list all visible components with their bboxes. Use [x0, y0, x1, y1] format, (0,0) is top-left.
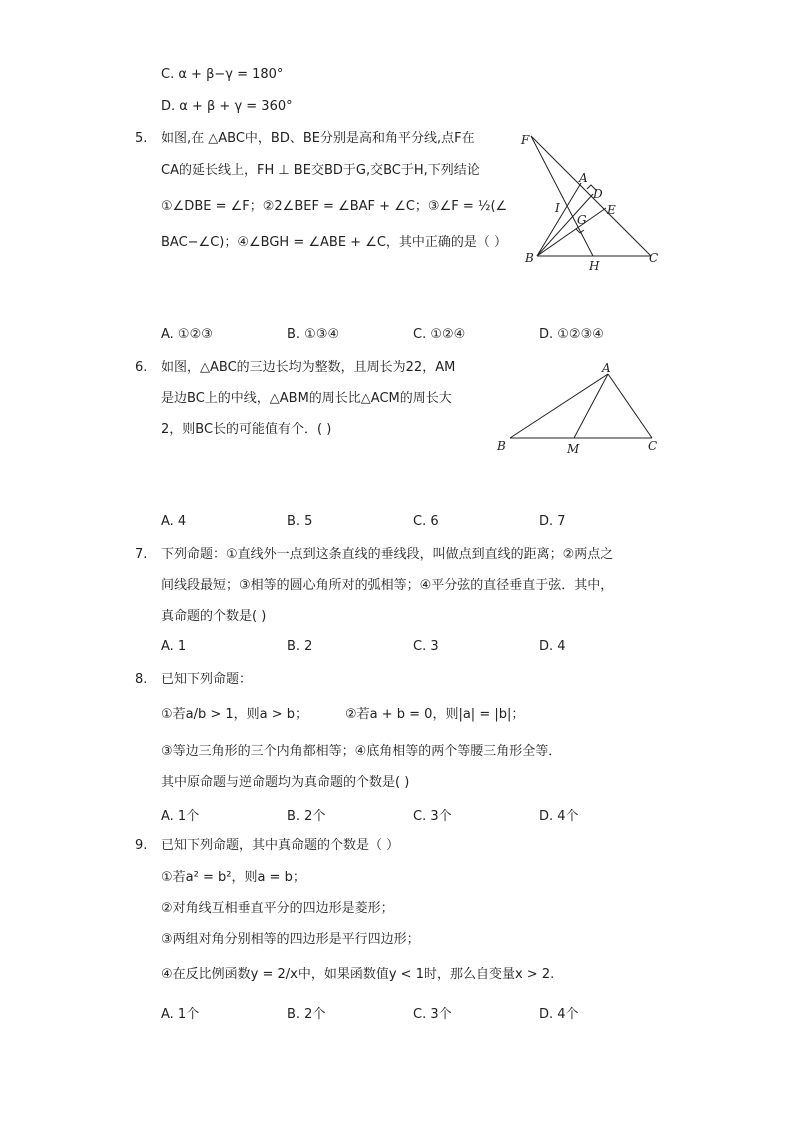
label-f: F	[521, 133, 530, 147]
segment-ac	[608, 374, 652, 438]
q9-option-a: A. 1个	[161, 1007, 200, 1022]
q7-option-d: D. 4	[539, 639, 566, 654]
q8-text-line: 已知下列命题：	[161, 672, 253, 687]
label-c: C	[648, 439, 658, 453]
q5-option-d: D. ①②③④	[539, 327, 604, 342]
q5-option-b: B. ①③④	[287, 327, 340, 342]
label-d: D	[593, 187, 603, 201]
q5-text-line: 如图,在 △ABC中，BD、BE分别是高和角平分线,点F在	[161, 131, 475, 146]
q9-number: 9.	[135, 838, 148, 853]
q8-option-b: B. 2个	[287, 809, 326, 824]
q8-option-a: A. 1个	[161, 809, 200, 824]
q5-text-line: BAC−∠C)；④∠BGH = ∠ABE + ∠C，其中正确的是（ ）	[161, 235, 508, 250]
q6-option-a: A. 4	[161, 514, 187, 529]
q6-text-line: 2，则BC长的可能值有个．( )	[161, 422, 332, 437]
q5-number: 5.	[135, 131, 148, 146]
q9-statement-2: ②对角线互相垂直平分的四边形是菱形；	[161, 901, 394, 916]
q5-option-c: C. ①②④	[413, 327, 466, 342]
q7-option-a: A. 1	[161, 639, 187, 654]
q6-option-c: C. 6	[413, 514, 439, 529]
label-a: A	[602, 361, 611, 375]
q7-text-line: 真命题的个数是( )	[161, 609, 267, 624]
label-a: A	[579, 171, 588, 185]
label-e: E	[607, 203, 616, 217]
q9-statement-4: ④在反比例函数y = 2/x中，如果函数值y < 1时，那么自变量x > 2.	[161, 967, 555, 982]
q4-option-d: D. α + β + γ = 360°	[161, 99, 293, 114]
q9-option-d: D. 4个	[539, 1007, 579, 1022]
label-h: H	[589, 259, 600, 273]
q7-option-c: C. 3	[413, 639, 439, 654]
q5-option-a: A. ①②③	[161, 327, 213, 342]
q6-text-line: 如图，△ABC的三边长均为整数，且周长为22，AM	[161, 360, 456, 375]
q6-figure	[494, 360, 664, 458]
q9-statement-1: ①若a² = b²，则a = b；	[161, 870, 306, 885]
q7-option-b: B. 2	[287, 639, 313, 654]
q7-number: 7.	[135, 547, 148, 562]
label-g: G	[577, 213, 587, 227]
q8-text-line: 其中原命题与逆命题均为真命题的个数是( )	[161, 775, 410, 790]
q8-statement-1: ①若a/b > 1，则a > b；	[161, 707, 309, 722]
q9-text-line: 已知下列命题，其中真命题的个数是（ ）	[161, 838, 400, 853]
q8-text-line: ③等边三角形的三个内角都相等；④底角相等的两个等腰三角形全等．	[161, 744, 562, 759]
q6-text-line: 是边BC上的中线，△ABM的周长比△ACM的周长大	[161, 391, 452, 406]
q9-option-c: C. 3个	[413, 1007, 452, 1022]
q4-option-c: C. α + β−γ = 180°	[161, 67, 284, 82]
q6-number: 6.	[135, 360, 148, 375]
label-b: B	[525, 251, 534, 265]
q6-option-d: D. 7	[539, 514, 566, 529]
q8-option-c: C. 3个	[413, 809, 452, 824]
segment-ba	[510, 374, 608, 438]
label-b: B	[497, 439, 506, 453]
q5-text-line: CA的延长线上，FH ⊥ BE交BD于G,交BC于H,下列结论	[161, 163, 480, 178]
q8-option-d: D. 4个	[539, 809, 579, 824]
q8-number: 8.	[135, 672, 148, 687]
q5-figure	[515, 128, 665, 273]
label-m: M	[567, 442, 580, 456]
label-c: C	[649, 251, 659, 265]
q8-statement-2: ②若a + b = 0，则|a| = |b|；	[345, 707, 525, 722]
q7-text-line: 间线段最短；③相等的圆心角所对的弧相等；④平分弦的直径垂直于弦．其中，	[161, 578, 614, 593]
label-i: I	[555, 201, 560, 215]
segment-am	[574, 374, 608, 438]
q6-option-b: B. 5	[287, 514, 313, 529]
q9-statement-3: ③两组对角分别相等的四边形是平行四边形；	[161, 932, 420, 947]
q7-text-line: 下列命题：①直线外一点到这条直线的垂线段，叫做点到直线的距离；②两点之	[161, 547, 614, 562]
q9-option-b: B. 2个	[287, 1007, 326, 1022]
q5-text-line: ①∠DBE = ∠F；②2∠BEF = ∠BAF + ∠C；③∠F = ½(∠	[161, 199, 508, 214]
